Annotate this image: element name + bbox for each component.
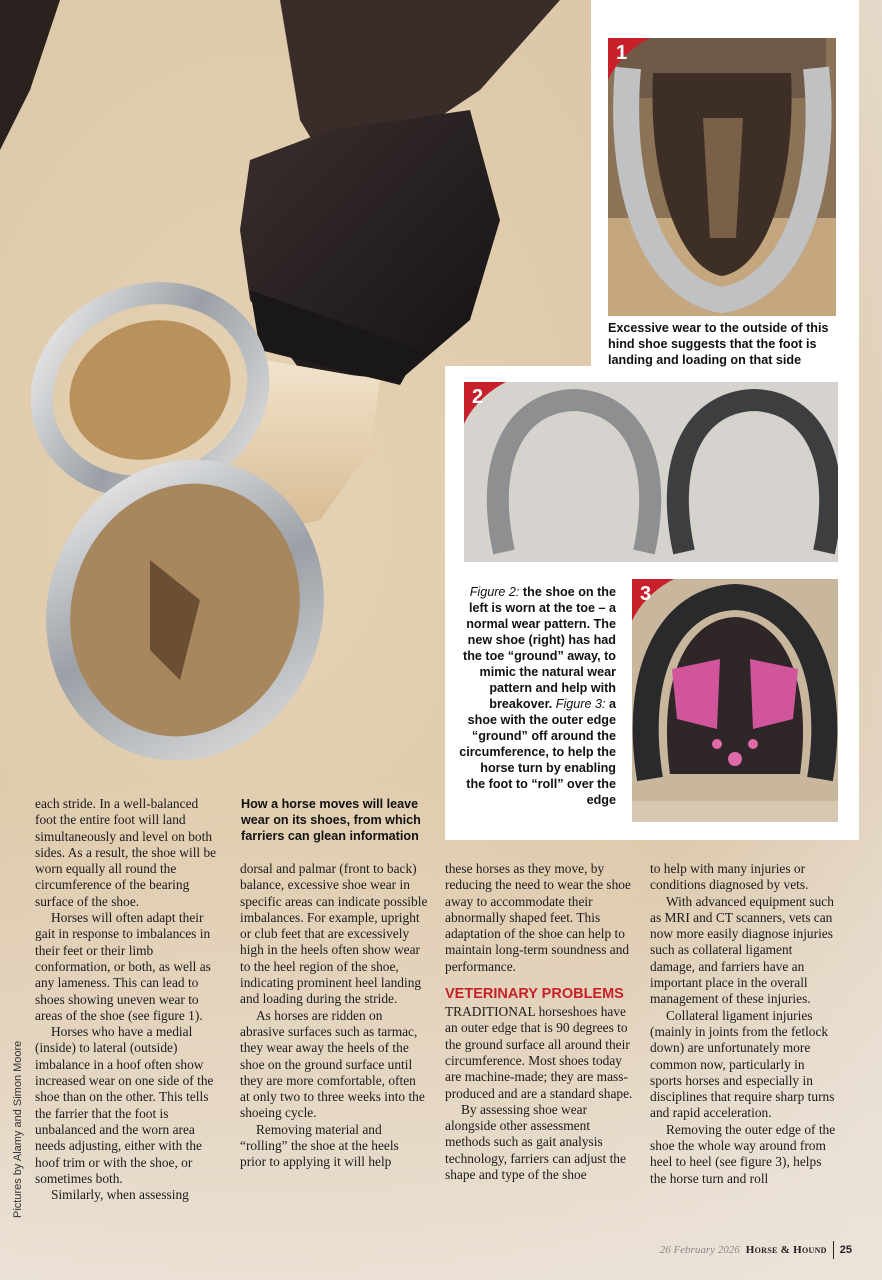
- figure-2-badge: [464, 382, 506, 424]
- figure-3-label: Figure 3:: [555, 697, 606, 711]
- body-column-3: [445, 861, 633, 1183]
- paragraph: TRADITIONAL horseshoes have an outer edge that is 90 degrees to the ground surface all around their circumference. Most shoes today are machine-made; they are mass-produced and are a standard shape.: [445, 1004, 633, 1101]
- figure-3-number: 3: [640, 583, 652, 605]
- photo-credit: Pictures by Alamy and Simon Moore: [12, 1040, 24, 1218]
- figure-2-3-caption: [458, 584, 616, 808]
- paragraph: to help with many injuries or conditions diagnosed by vets.: [650, 861, 809, 893]
- issue-date: 26 February 2026: [659, 1244, 740, 1256]
- body-column-1: [35, 796, 223, 1203]
- body-column-4: [650, 861, 838, 1187]
- paragraph: Removing material and “rolling” the shoe at the heels prior to applying it will help: [240, 1121, 399, 1170]
- body-column-2: [240, 861, 428, 1171]
- figure-1-number: 1: [616, 42, 628, 64]
- figure-3-photo: [632, 579, 838, 822]
- figure-1-caption: [608, 320, 844, 368]
- section-heading: VETERINARY PROBLEMS: [445, 986, 624, 1003]
- figure-1-caption-text: Excessive wear to the outside of this hind shoe suggests that the foot is landing and loading on that side: [608, 321, 829, 367]
- figure-3-caption-text: a shoe with the outer edge “ground” off around the circumference, to help the horse turn by enabling the foot to “roll” over the edge: [459, 697, 616, 807]
- page-footer: [660, 1241, 852, 1259]
- figure-2-label: Figure 2:: [469, 585, 520, 599]
- paragraph: As horses are ridden on abrasive surfaces such as tarmac, they wear away the heels of the shoe on the ground surface until they are more comfortable, often at only two to three weeks into the shoeing cycle.: [240, 1007, 425, 1121]
- figure-2-photo: [464, 382, 838, 562]
- footer-divider: [833, 1241, 834, 1259]
- paragraph: these horses as they move, by reducing the need to wear the shoe away to accommodate their abnormally shaped feet. This adaptation of the shoe can help to maintain long-term soundness and performance.: [445, 861, 631, 974]
- page-number: 25: [839, 1244, 852, 1256]
- paragraph: Horses will often adapt their gait in response to imbalances in their feet or their limb conformation, or both, as well as any lameness. This can lead to shoes showing uneven wear to areas of the shoe (see figure 1).: [35, 910, 211, 1023]
- two-shoes-image: [464, 382, 838, 562]
- paragraph: Collateral ligament injuries (mainly in joints from the fetlock down) are unfortunately more common now, particularly in sports horses and especially in disciplines that require sharp turns and rapid acceleration.: [650, 1007, 835, 1121]
- paragraph: Similarly, when assessing: [51, 1187, 189, 1203]
- paragraph: dorsal and palmar (front to back) balance, excessive shoe wear in specific areas can indicate possible imbalances. For example, upright or club feet that are excessively high in the heels often show wear to the heel region of the shoe, indicating prominent heel landing and loading during the stride.: [240, 861, 428, 1007]
- figure-2-number: 2: [472, 386, 484, 408]
- paragraph: With advanced equipment such as MRI and CT scanners, vets can now more easily diagnose injuries such as collateral ligament damage, and farriers have an important place in the overall management of these injuries.: [650, 893, 834, 1007]
- figure-1-badge: [608, 38, 650, 80]
- figure-3-badge: [632, 579, 674, 621]
- paragraph: each stride. In a well-balanced foot the entire foot will land simultaneously and level on both sides. As a result, the shoe will be worn equally all round the circumference of the bearing surface of the shoe.: [35, 796, 217, 909]
- paragraph: By assessing shoe wear alongside other assessment methods such as gait analysis technology, farriers can adjust the shape and type of the shoe: [445, 1101, 626, 1183]
- paragraph: Removing the outer edge of the shoe the whole way around from heel to heel (see figure 3), helps the horse turn and roll: [650, 1121, 836, 1186]
- magazine-name: Horse & Hound: [745, 1244, 827, 1256]
- hero-caption: [241, 796, 431, 844]
- paragraph: Horses who have a medial (inside) to lateral (outside) imbalance in a hoof often show increased wear on one side of the shoe than on the other. This tells the farrier that the foot is unbalanced and the worn area needs adjusting, either with the hoof trim or with the shoe, or sometimes both.: [35, 1024, 214, 1186]
- hero-caption-text: How a horse moves will leave wear on its shoes, from which farriers can glean information: [241, 797, 421, 843]
- figure-1-photo: [608, 38, 836, 316]
- figure-2-caption-text: the shoe on the left is worn at the toe – a normal wear pattern. The new shoe (right) has had the toe “ground” away, to mimic the natural wear pattern and help with breakover.: [463, 585, 616, 711]
